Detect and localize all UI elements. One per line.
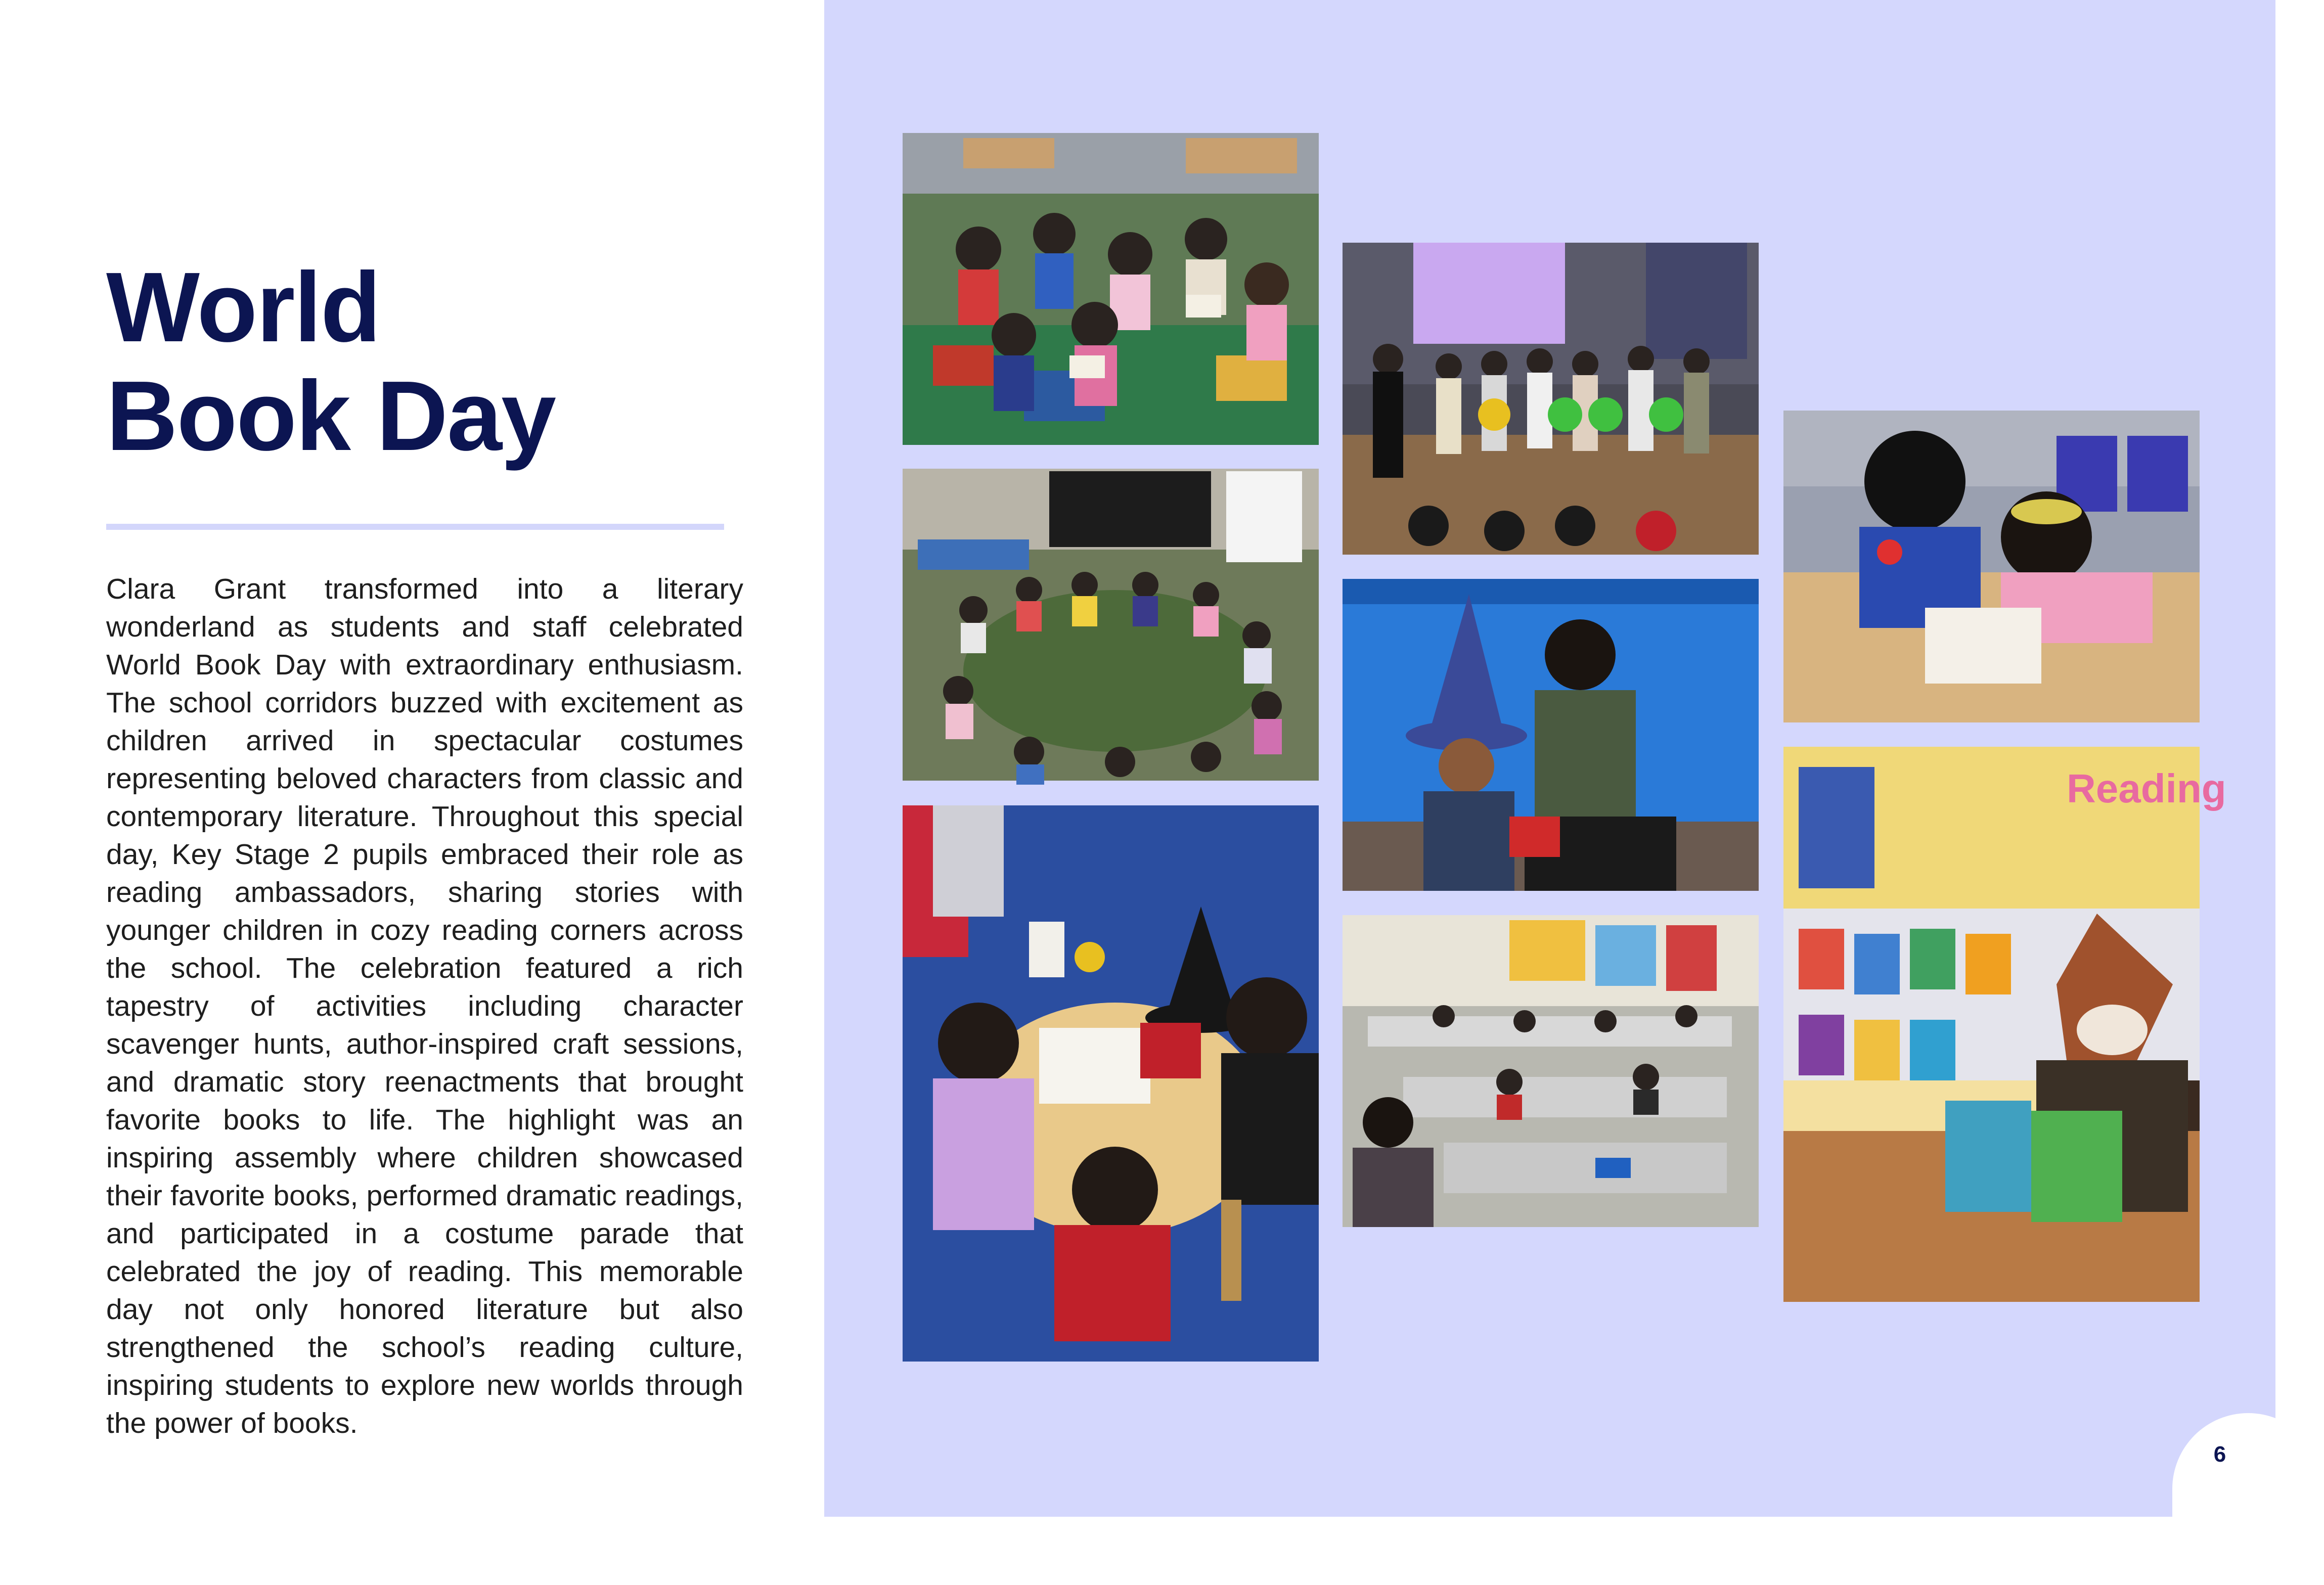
title-line-2: Book Day — [106, 360, 556, 471]
page-number: 6 — [2213, 1442, 2226, 1467]
photo-circle-time — [903, 469, 1319, 781]
photo-princess-costumes-reading — [1783, 411, 2200, 722]
photo-classroom-desks — [1343, 915, 1759, 1227]
photo-fox-mask-reading-corner — [1783, 747, 2226, 1302]
page-title — [106, 253, 764, 470]
photo-assembly-performance — [1343, 243, 1759, 555]
photo-wizard-costume-reading — [1343, 579, 1759, 891]
photo-table-reading-witch-hat — [903, 805, 1319, 1362]
title-divider — [106, 524, 724, 530]
title-line-1: World — [106, 252, 380, 363]
article-body: Clara Grant transformed into a literary wonderland as students and staff celebrated World Book Day with extraordinary enthusiasm. The school corridors buzzed with excitement as children arrived in spectacular costumes representing beloved characters from classic and contemporary literature. Throughout this special day, Key Stage 2 pupils embraced their role as reading ambassadors, sharing stories with younger children in cozy reading corners across the school. The celebration featured a rich tapestry of activities including character scavenger hunts, author-inspired craft sessions, and dramatic story reenactments that brought favorite books to life. The highlight was an inspiring assembly where children showcased their favorite books, performed dramatic readings, and participated in a costume parade that celebrated the joy of reading. This memorable day not only honored literature but also strengthened the school’s reading culture, inspiring students to explore new worlds through the power of books. — [106, 573, 743, 1439]
page-number-tab — [2172, 1413, 2324, 1585]
reading-board-label: Reading — [2067, 766, 2226, 811]
photo-classroom-floor-reading — [903, 133, 1319, 445]
